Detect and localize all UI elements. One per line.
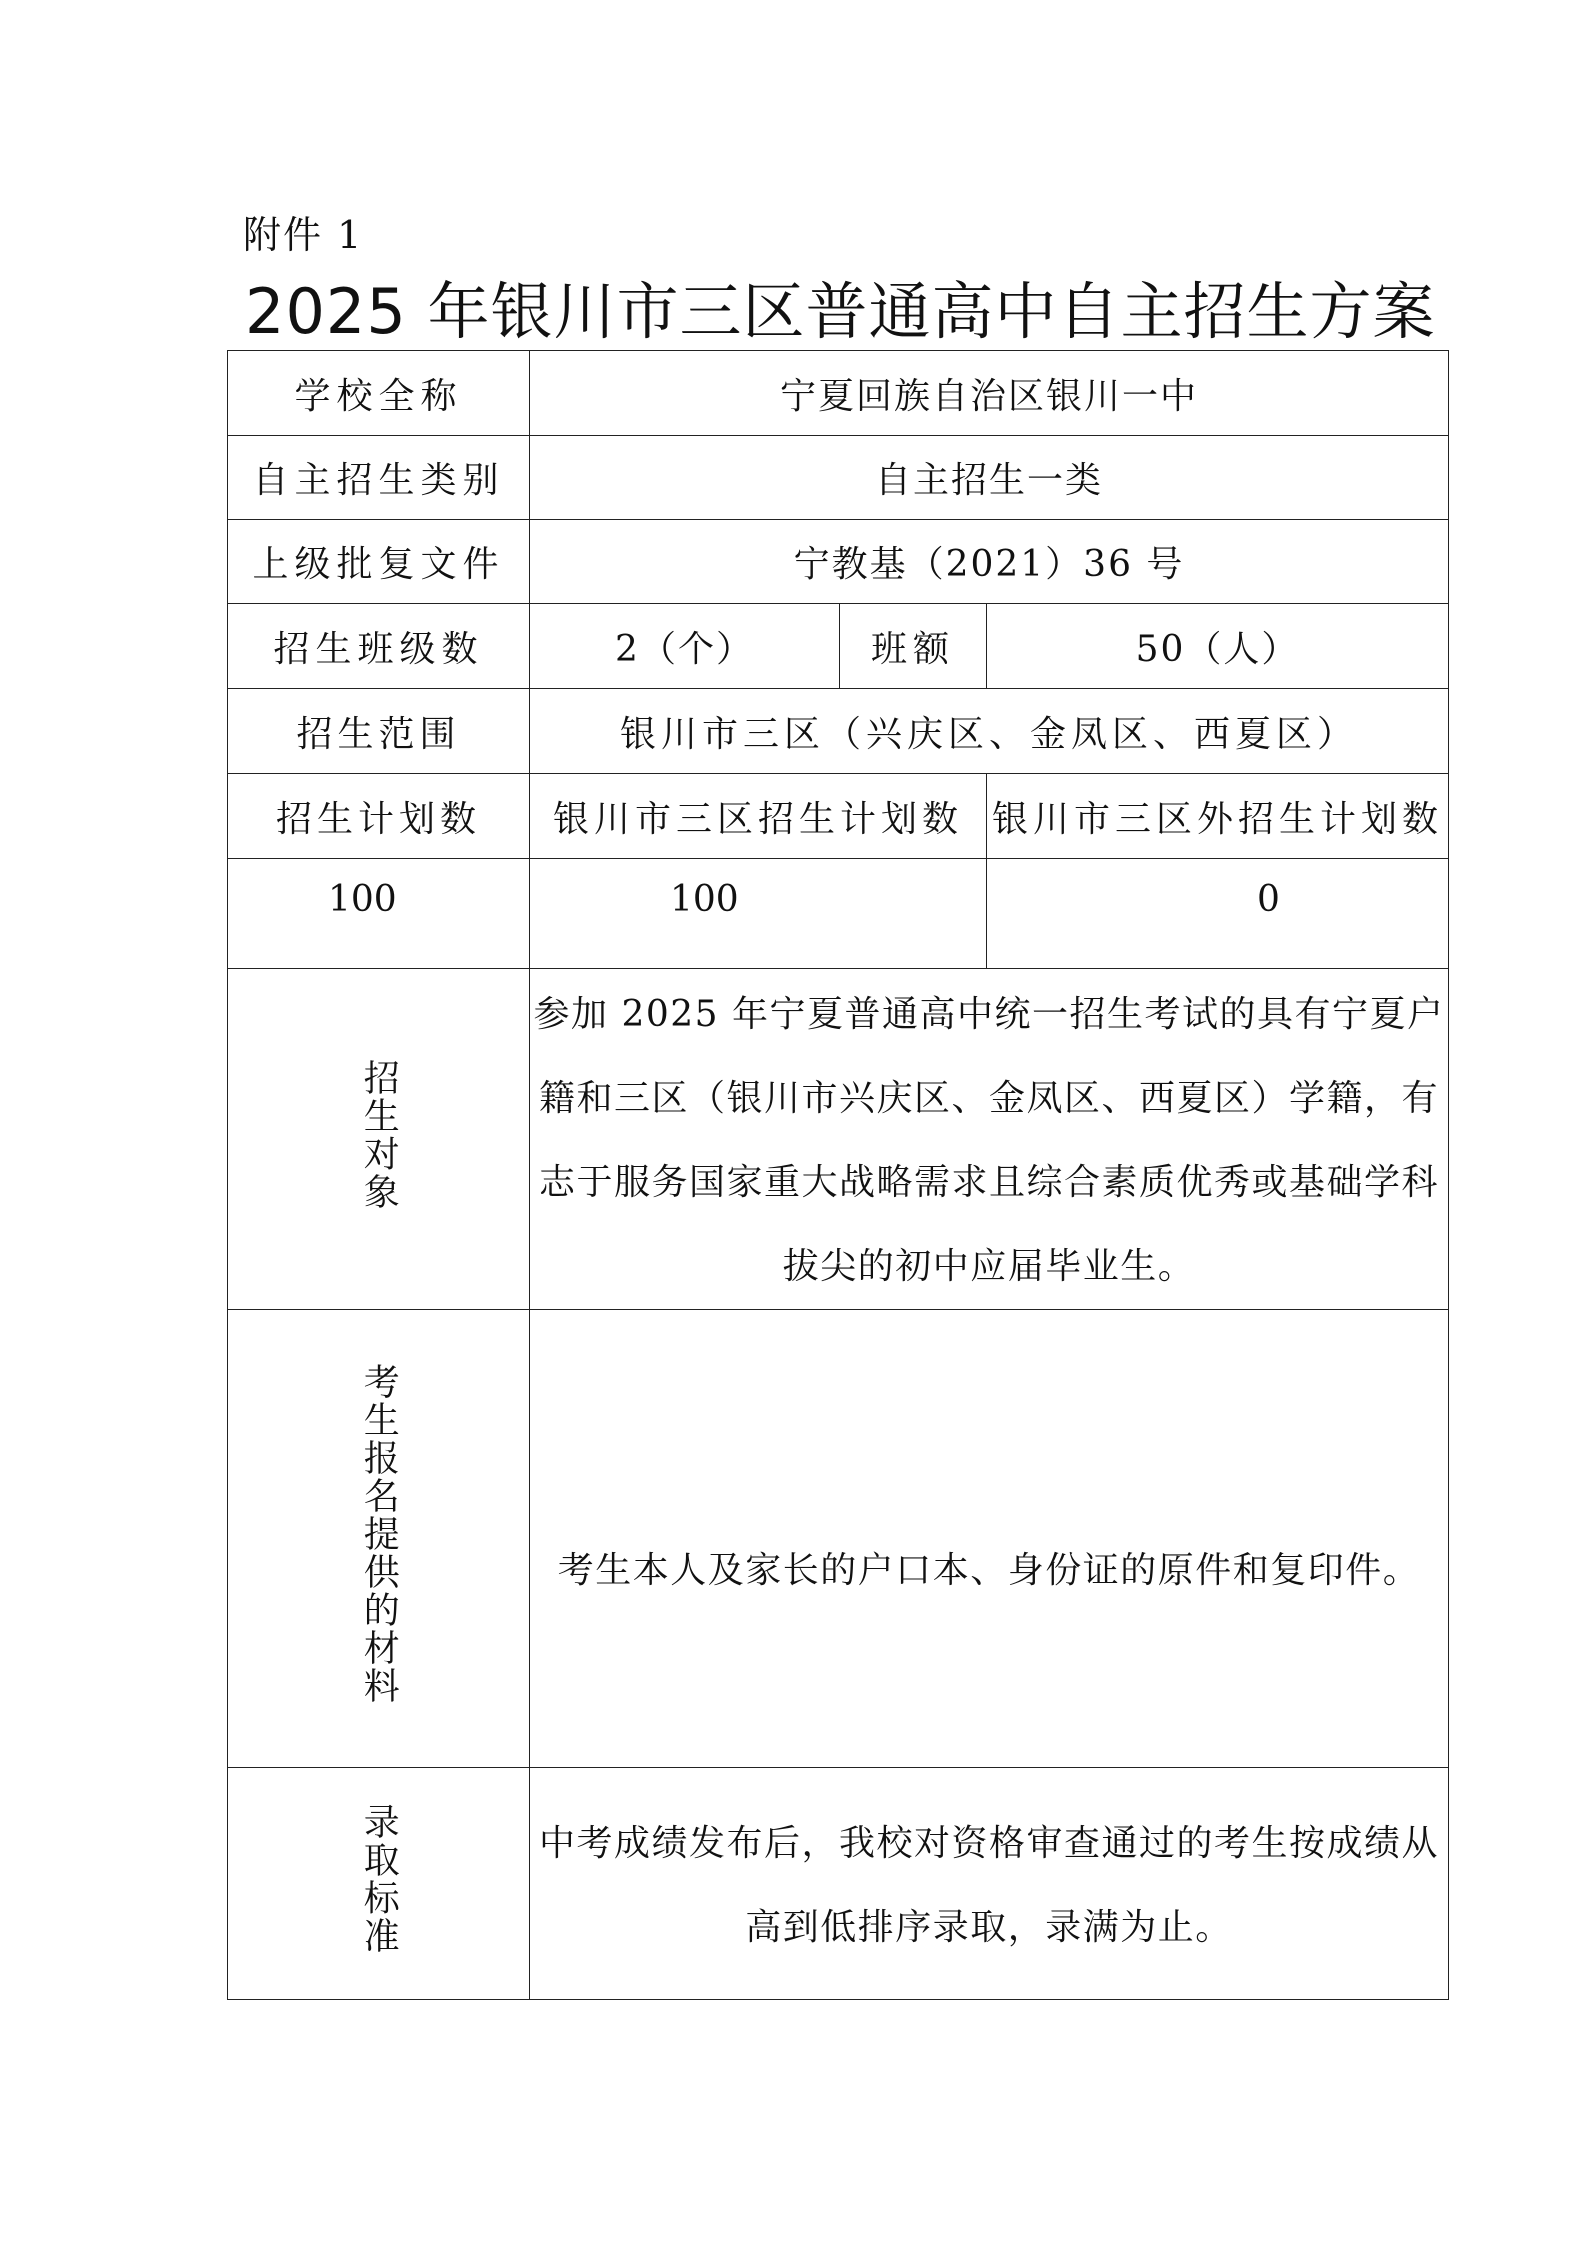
scope-label: 招生范围 bbox=[228, 689, 530, 774]
row-plan-values bbox=[228, 859, 1449, 969]
target-text: 参加 2025 年宁夏普通高中统一招生考试的具有宁夏户籍和三区（银川市兴庆区、金凤区、西夏区）学籍，有志于服务国家重大战略需求且综合素质优秀或基础学科拔尖的初中应届毕业生。 bbox=[533, 994, 1445, 1287]
class-count-label: 招生班级数 bbox=[228, 604, 530, 689]
materials-label: 考生报名提供的材料 bbox=[358, 1363, 400, 1705]
admission-cell bbox=[530, 1768, 1449, 2000]
plan-outside-value: 0 bbox=[987, 859, 1449, 969]
target-label-cell bbox=[228, 969, 530, 1310]
class-size-value: 50（人） bbox=[987, 604, 1449, 689]
row-scope bbox=[228, 689, 1449, 774]
plan-outside-label: 银川市三区外招生计划数 bbox=[987, 774, 1449, 859]
admission-label: 录取标准 bbox=[358, 1803, 400, 1955]
materials-label-cell bbox=[228, 1310, 530, 1768]
row-approval bbox=[228, 520, 1449, 604]
row-plan-headers bbox=[228, 774, 1449, 859]
class-size-label: 班额 bbox=[840, 604, 987, 689]
target-cell bbox=[530, 969, 1449, 1310]
school-name-value: 宁夏回族自治区银川一中 bbox=[530, 351, 1449, 436]
target-label: 招生对象 bbox=[358, 1058, 400, 1211]
materials-cell bbox=[530, 1310, 1449, 1768]
plan-inside-label: 银川市三区招生计划数 bbox=[530, 774, 987, 859]
materials-text: 考生本人及家长的户口本、身份证的原件和复印件。 bbox=[557, 1549, 1421, 1591]
plan-total-value: 100 bbox=[228, 859, 530, 969]
row-category bbox=[228, 436, 1449, 520]
admission-label-cell bbox=[228, 1768, 530, 2000]
enrollment-plan-table bbox=[227, 350, 1449, 2000]
plan-total-label: 招生计划数 bbox=[228, 774, 530, 859]
row-target bbox=[228, 969, 1449, 1310]
plan-inside-value: 100 bbox=[530, 859, 987, 969]
document-title: 2025 年银川市三区普通高中自主招生方案 bbox=[245, 275, 1436, 348]
attachment-label: 附件 1 bbox=[243, 213, 364, 257]
row-class-count bbox=[228, 604, 1449, 689]
admission-text: 中考成绩发布后，我校对资格审查通过的考生按成绩从高到低排序录取，录满为止。 bbox=[539, 1822, 1440, 1948]
school-name-label: 学校全称 bbox=[228, 351, 530, 436]
row-school-name bbox=[228, 351, 1449, 436]
approval-value: 宁教基（2021）36 号 bbox=[530, 520, 1449, 604]
approval-label: 上级批复文件 bbox=[228, 520, 530, 604]
row-materials bbox=[228, 1310, 1449, 1768]
category-value: 自主招生一类 bbox=[530, 436, 1449, 520]
category-label: 自主招生类别 bbox=[228, 436, 530, 520]
row-admission bbox=[228, 1768, 1449, 2000]
scope-value: 银川市三区（兴庆区、金凤区、西夏区） bbox=[530, 689, 1449, 774]
class-count-value: 2（个） bbox=[530, 604, 840, 689]
